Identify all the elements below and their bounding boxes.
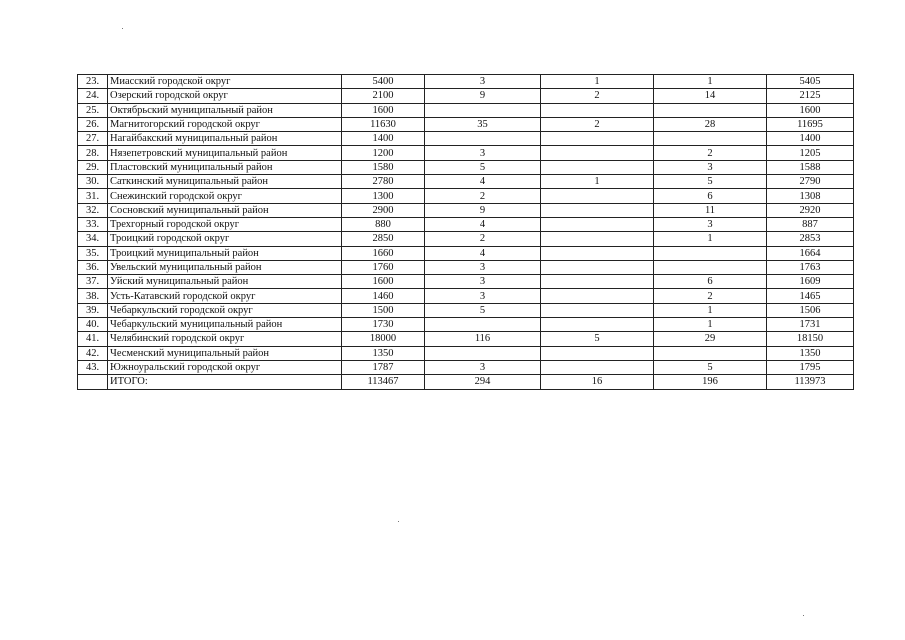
value-col-3: [541, 189, 654, 203]
district-name: Трехгорный городской округ: [108, 217, 342, 231]
district-name: Чебаркульский городской округ: [108, 303, 342, 317]
value-col-2: 3: [425, 260, 541, 274]
value-total: 1400: [767, 132, 854, 146]
table-row: [78, 117, 854, 131]
district-name: Южноуральский городской округ: [108, 360, 342, 374]
district-name: Нязепетровский муниципальный район: [108, 146, 342, 160]
district-name: Снежинский городской округ: [108, 189, 342, 203]
value-col-4: 196: [654, 375, 767, 389]
value-col-3: [541, 303, 654, 317]
row-number: 24.: [78, 89, 108, 103]
row-number: 36.: [78, 260, 108, 274]
table-row: [78, 346, 854, 360]
value-col-4: 5: [654, 175, 767, 189]
value-total: 2920: [767, 203, 854, 217]
value-col-1: 1787: [342, 360, 425, 374]
value-col-4: 3: [654, 217, 767, 231]
row-number: 42.: [78, 346, 108, 360]
value-col-1: 11630: [342, 117, 425, 131]
value-col-3: 2: [541, 89, 654, 103]
table-row: [78, 275, 854, 289]
table-row: [78, 132, 854, 146]
value-total: 1731: [767, 318, 854, 332]
row-number: [78, 375, 108, 389]
value-col-3: [541, 217, 654, 231]
value-col-4: 2: [654, 289, 767, 303]
table-row: [78, 189, 854, 203]
value-col-3: 2: [541, 117, 654, 131]
value-col-4: 6: [654, 275, 767, 289]
row-number: 26.: [78, 117, 108, 131]
table-row: [78, 160, 854, 174]
value-col-4: [654, 260, 767, 274]
row-number: 37.: [78, 275, 108, 289]
value-col-2: 9: [425, 203, 541, 217]
value-col-4: [654, 346, 767, 360]
value-col-4: 29: [654, 332, 767, 346]
table-row: [78, 146, 854, 160]
value-col-2: 4: [425, 246, 541, 260]
district-name: Октябрьский муниципальный район: [108, 103, 342, 117]
row-number: 35.: [78, 246, 108, 260]
value-col-3: 5: [541, 332, 654, 346]
district-name: ИТОГО:: [108, 375, 342, 389]
value-col-2: 116: [425, 332, 541, 346]
value-col-4: [654, 132, 767, 146]
value-col-2: 2: [425, 232, 541, 246]
value-col-3: [541, 360, 654, 374]
value-col-3: [541, 260, 654, 274]
value-col-4: 1: [654, 75, 767, 89]
value-col-2: 2: [425, 189, 541, 203]
table-row: [78, 289, 854, 303]
value-col-1: 2780: [342, 175, 425, 189]
row-number: 27.: [78, 132, 108, 146]
value-col-1: 1730: [342, 318, 425, 332]
scan-speck: [803, 615, 804, 616]
table-row: [78, 260, 854, 274]
row-number: 29.: [78, 160, 108, 174]
value-col-4: 11: [654, 203, 767, 217]
value-total: 1465: [767, 289, 854, 303]
table-row: [78, 318, 854, 332]
value-col-1: 1600: [342, 103, 425, 117]
district-name: Магнитогорский городской округ: [108, 117, 342, 131]
value-total: 18150: [767, 332, 854, 346]
table-row: [78, 246, 854, 260]
table-row: [78, 360, 854, 374]
district-name: Пластовский муниципальный район: [108, 160, 342, 174]
value-total: 1588: [767, 160, 854, 174]
row-number: 34.: [78, 232, 108, 246]
value-col-3: [541, 132, 654, 146]
value-col-2: 3: [425, 360, 541, 374]
value-col-2: [425, 346, 541, 360]
row-number: 25.: [78, 103, 108, 117]
municipal-data-table: [77, 74, 854, 390]
value-total: 2853: [767, 232, 854, 246]
district-name: Чесменский муниципальный район: [108, 346, 342, 360]
district-name: Нагайбакский муниципальный район: [108, 132, 342, 146]
value-total: 1763: [767, 260, 854, 274]
table-row: [78, 75, 854, 89]
value-col-1: 113467: [342, 375, 425, 389]
table-row: [78, 303, 854, 317]
value-col-4: 3: [654, 160, 767, 174]
value-col-2: 4: [425, 217, 541, 231]
value-col-2: 4: [425, 175, 541, 189]
value-col-1: 1580: [342, 160, 425, 174]
value-col-4: 5: [654, 360, 767, 374]
row-number: 43.: [78, 360, 108, 374]
value-total: 5405: [767, 75, 854, 89]
value-col-3: [541, 232, 654, 246]
table-row: [78, 232, 854, 246]
value-col-2: 3: [425, 289, 541, 303]
value-col-2: [425, 318, 541, 332]
value-col-4: 1: [654, 232, 767, 246]
value-col-2: 294: [425, 375, 541, 389]
value-col-2: 5: [425, 303, 541, 317]
value-col-4: 28: [654, 117, 767, 131]
value-col-1: 2100: [342, 89, 425, 103]
value-col-1: 1660: [342, 246, 425, 260]
district-name: Миасский городской округ: [108, 75, 342, 89]
value-col-2: 3: [425, 146, 541, 160]
district-name: Чебаркульский муниципальный район: [108, 318, 342, 332]
value-total: 1600: [767, 103, 854, 117]
value-col-3: [541, 318, 654, 332]
value-col-2: 5: [425, 160, 541, 174]
value-col-1: 2900: [342, 203, 425, 217]
value-col-4: 14: [654, 89, 767, 103]
table-row: [78, 89, 854, 103]
table-body: [78, 75, 854, 390]
table-row: [78, 203, 854, 217]
value-col-4: 2: [654, 146, 767, 160]
value-col-1: 2850: [342, 232, 425, 246]
row-number: 33.: [78, 217, 108, 231]
value-total: 887: [767, 217, 854, 231]
value-col-3: 16: [541, 375, 654, 389]
row-number: 23.: [78, 75, 108, 89]
total-row: [78, 375, 854, 389]
value-col-1: 18000: [342, 332, 425, 346]
table-row: [78, 175, 854, 189]
row-number: 38.: [78, 289, 108, 303]
district-name: Саткинский муниципальный район: [108, 175, 342, 189]
value-total: 1609: [767, 275, 854, 289]
value-col-3: [541, 203, 654, 217]
row-number: 30.: [78, 175, 108, 189]
value-total: 1664: [767, 246, 854, 260]
value-total: 2790: [767, 175, 854, 189]
value-col-2: 3: [425, 75, 541, 89]
value-col-1: 1600: [342, 275, 425, 289]
district-name: Увельский муниципальный район: [108, 260, 342, 274]
row-number: 39.: [78, 303, 108, 317]
value-col-3: [541, 160, 654, 174]
value-col-1: 1760: [342, 260, 425, 274]
row-number: 28.: [78, 146, 108, 160]
value-col-2: [425, 103, 541, 117]
district-name: Троицкий городской округ: [108, 232, 342, 246]
district-name: Сосновский муниципальный район: [108, 203, 342, 217]
value-total: 11695: [767, 117, 854, 131]
district-name: Усть-Катавский городской округ: [108, 289, 342, 303]
value-col-3: [541, 289, 654, 303]
district-name: Уйский муниципальный район: [108, 275, 342, 289]
value-total: 1350: [767, 346, 854, 360]
scan-speck: [122, 28, 123, 29]
value-col-1: 1300: [342, 189, 425, 203]
value-col-3: 1: [541, 75, 654, 89]
district-name: Троицкий муниципальный район: [108, 246, 342, 260]
value-col-1: 5400: [342, 75, 425, 89]
value-col-4: 1: [654, 303, 767, 317]
value-col-3: [541, 246, 654, 260]
value-total: 2125: [767, 89, 854, 103]
value-col-3: [541, 275, 654, 289]
value-col-2: 35: [425, 117, 541, 131]
value-col-1: 1400: [342, 132, 425, 146]
value-col-1: 1200: [342, 146, 425, 160]
row-number: 32.: [78, 203, 108, 217]
value-col-1: 1460: [342, 289, 425, 303]
value-col-4: 1: [654, 318, 767, 332]
table-row: [78, 103, 854, 117]
value-col-4: [654, 246, 767, 260]
row-number: 31.: [78, 189, 108, 203]
table-row: [78, 217, 854, 231]
value-col-3: [541, 146, 654, 160]
scan-speck: [398, 521, 399, 522]
value-col-2: 9: [425, 89, 541, 103]
value-col-1: 880: [342, 217, 425, 231]
value-col-4: [654, 103, 767, 117]
value-col-3: [541, 346, 654, 360]
value-total: 1795: [767, 360, 854, 374]
value-col-4: 6: [654, 189, 767, 203]
value-col-2: [425, 132, 541, 146]
district-name: Челябинский городской округ: [108, 332, 342, 346]
value-col-3: [541, 103, 654, 117]
district-name: Озерский городской округ: [108, 89, 342, 103]
value-total: 1506: [767, 303, 854, 317]
value-col-1: 1350: [342, 346, 425, 360]
row-number: 41.: [78, 332, 108, 346]
value-col-2: 3: [425, 275, 541, 289]
row-number: 40.: [78, 318, 108, 332]
value-total: 113973: [767, 375, 854, 389]
value-col-1: 1500: [342, 303, 425, 317]
value-total: 1308: [767, 189, 854, 203]
value-total: 1205: [767, 146, 854, 160]
value-col-3: 1: [541, 175, 654, 189]
table-row: [78, 332, 854, 346]
